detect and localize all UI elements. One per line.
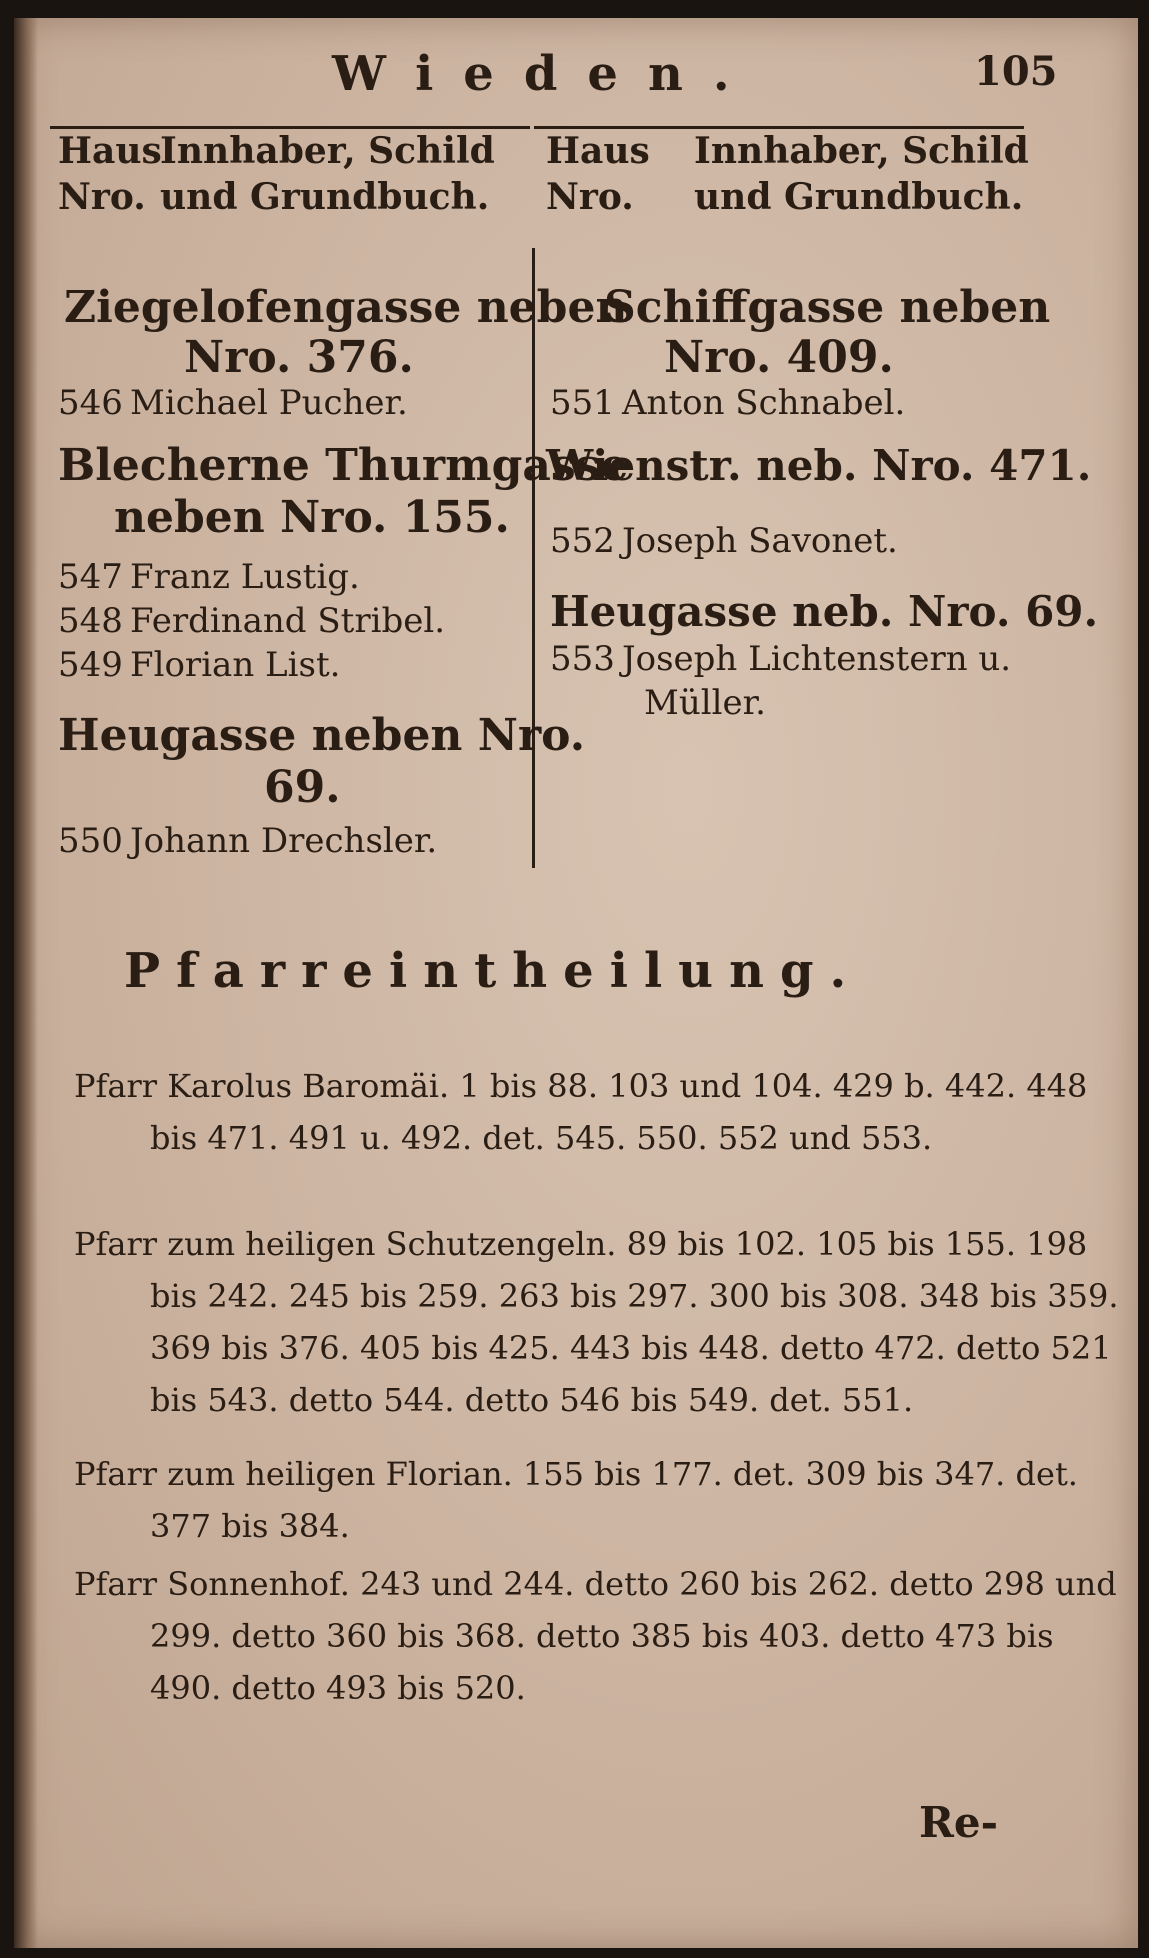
book-spine [14,18,38,1948]
list-item: 553 Joseph Lichtenstern u. [550,639,1012,679]
right-header-innhaber: Innhaber, Schild [694,130,1029,172]
book-page [14,18,1138,1948]
list-item: 549 Florian List. [58,645,341,685]
right-street-3-line1: Heugasse neb. Nro. 69. [550,587,1099,636]
catchword: Re- [919,1798,999,1847]
list-item: 552 Joseph Savonet. [550,521,898,561]
section-title: Pfarreintheilung. [124,943,863,999]
right-header-haus: Haus [546,130,650,172]
right-street-2-line1: Wienstr. neb. Nro. 471. [546,441,1092,490]
left-header-nro: Nro. [58,176,146,218]
list-item: 548 Ferdinand Stribel. [58,601,446,641]
page-number: 105 [974,48,1058,95]
parish-paragraph-4: Pfarr Sonnenhof. 243 und 244. detto 260 bis 262. detto 298 und 299. detto 360 bis 368. detto 385 bis 403. detto 473 bis 490. detto 493 bis 520. [74,1565,1117,1707]
list-item: 546 Michael Pucher. [58,383,408,423]
left-street-3-line1: Heugasse neben Nro. [58,710,586,761]
list-item: 547 Franz Lustig. [58,557,360,597]
left-header-grundbuch: und Grundbuch. [160,176,490,218]
column-divider [532,248,535,868]
left-street-2-line1: Blecherne Thurmgasse [58,440,629,491]
left-header-haus: Haus [58,130,162,172]
right-street-1-line2: Nro. 409. [664,332,894,383]
right-street-1-line1: Schiffgasse neben [604,282,1051,333]
left-street-1-line2: Nro. 376. [184,332,414,383]
list-item: 550 Johann Drechsler. [58,821,438,861]
list-item-continuation: Müller. [644,683,766,723]
left-street-1-line1: Ziegelofengasse neben [64,282,628,333]
parish-paragraph-1: Pfarr Karolus Baromäi. 1 bis 88. 103 und 104. 429 b. 442. 448 bis 471. 491 u. 492. det. 545. 550. 552 und 553. [74,1067,1088,1157]
left-street-2-line2: neben Nro. 155. [114,492,510,543]
parish-paragraph-2: Pfarr zum heiligen Schutzengeln. 89 bis 102. 105 bis 155. 198 bis 242. 245 bis 259. 263 bis 297. 300 bis 308. 348 bis 359. 369 bis 376. 405 bis 425. 443 bis 448. detto 472. detto 521 bis 543. detto 544. detto 546 bis 549. det. 551. [74,1225,1119,1419]
running-title: Wieden. [332,46,760,102]
parish-paragraph-3: Pfarr zum heiligen Florian. 155 bis 177. det. 309 bis 347. det. 377 bis 384. [74,1455,1078,1545]
left-street-3-line2: 69. [264,762,341,813]
left-header-innhaber: Innhaber, Schild [160,130,495,172]
right-header-nro: Nro. [546,176,634,218]
right-header-grundbuch: und Grundbuch. [694,176,1024,218]
list-item: 551 Anton Schnabel. [550,383,906,423]
